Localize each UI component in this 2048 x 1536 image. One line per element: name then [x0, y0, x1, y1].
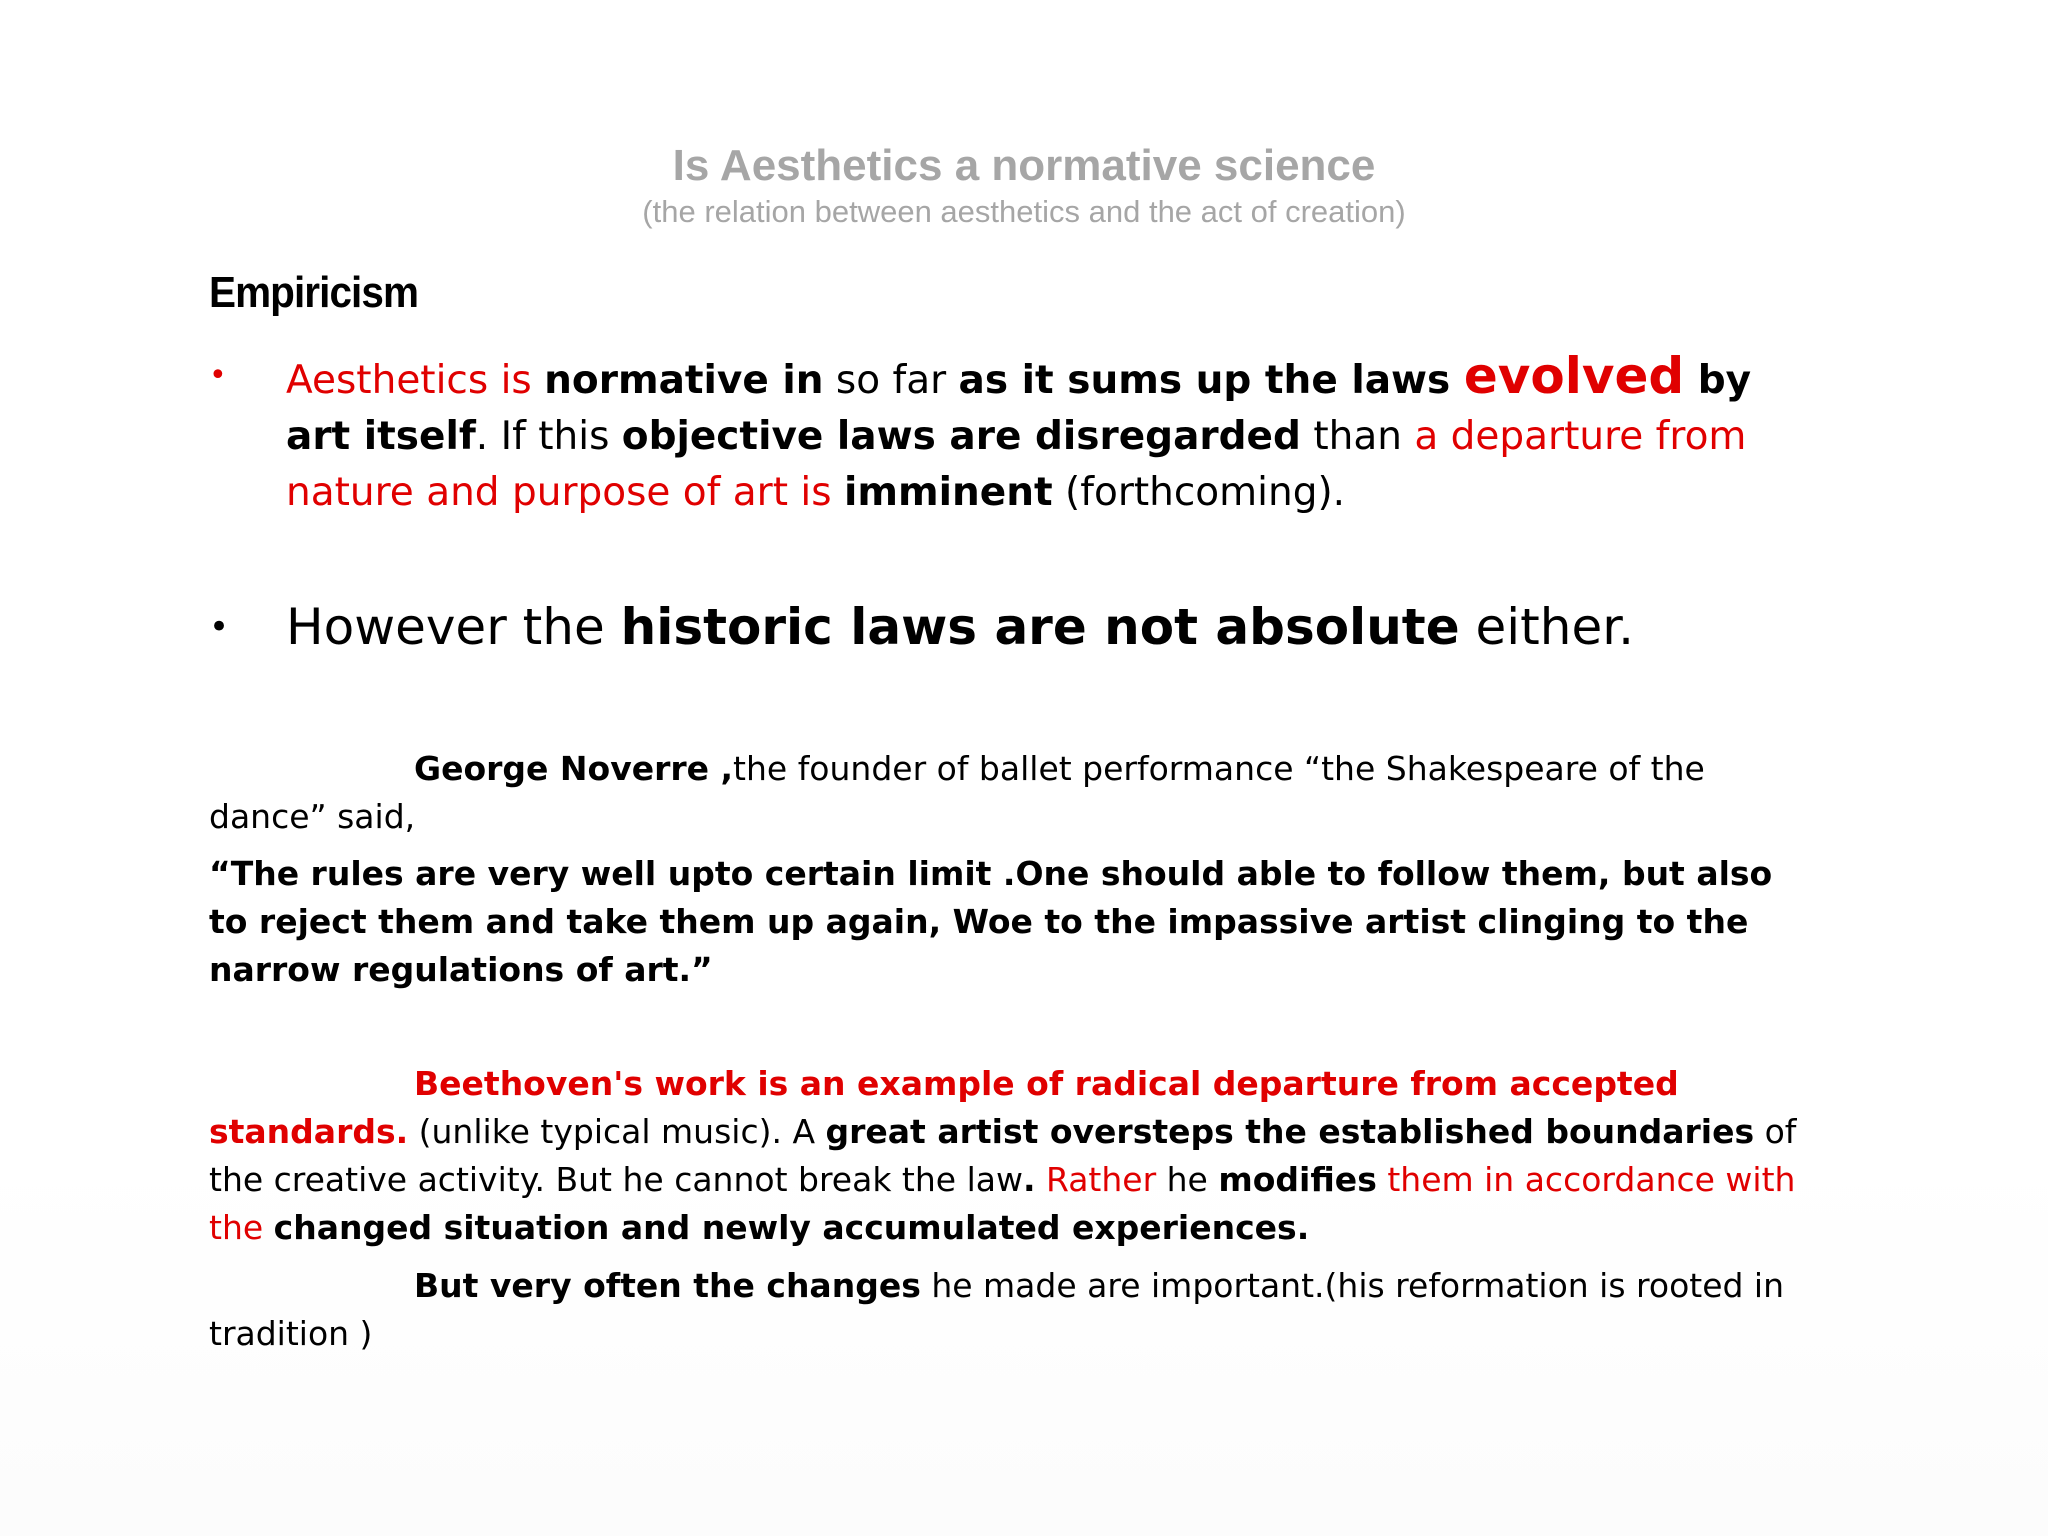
slide-subtitle: (the relation between aesthetics and the act of creation) — [642, 194, 1406, 229]
text-span — [832, 470, 844, 515]
text-span: imminent — [843, 470, 1053, 515]
text-span: historic laws are not absolute — [620, 598, 1460, 656]
text-span: Rather — [1046, 1160, 1157, 1199]
text-span — [1377, 1160, 1388, 1199]
text-span: But very often the changes — [414, 1266, 921, 1305]
text-span: modifies — [1218, 1160, 1377, 1199]
slide-title: Is Aesthetics a normative science — [672, 141, 1376, 190]
noverre-quote: “The rules are very well upto certain limit .One should able to follow them, but also to reject them and take them up again, Woe to the impassive artist clinging to the narrow regulations of art.” — [209, 854, 1773, 989]
text-span: (unlike typical music). A — [408, 1112, 826, 1151]
text-span: by art itself — [286, 358, 1752, 459]
text-span: so far — [823, 358, 959, 403]
text-span: Aesthetics is — [286, 358, 545, 403]
text-span: of the creative activity. But he cannot break the law — [209, 1112, 1797, 1199]
bullet-marker: • — [209, 358, 227, 393]
bullet-text — [286, 348, 1819, 521]
text-span: as it sums up the laws — [958, 358, 1464, 403]
text-span: he — [1156, 1160, 1219, 1199]
noverre-paragraph — [209, 745, 1809, 841]
text-span: a departure from nature and purpose of art is — [286, 414, 1747, 515]
text-span: However the — [286, 598, 621, 656]
text-span: changed situation and newly accumulated experiences. — [273, 1208, 1310, 1247]
text-span — [1036, 1160, 1047, 1199]
text-span: (forthcoming). — [1052, 470, 1346, 515]
text-span: the founder of ballet performance “the Shakespeare of the dance” said, — [209, 749, 1705, 836]
title-block — [0, 140, 2048, 232]
changes-paragraph — [209, 1262, 1809, 1358]
text-span: great artist oversteps the established boundaries — [825, 1112, 1755, 1151]
text-span: Beethoven's work is an example of radical departure from accepted standards. — [209, 1064, 1679, 1151]
text-span: objective laws are disregarded — [621, 414, 1301, 459]
text-span: than — [1300, 414, 1415, 459]
text-span: he made are important.(his reformation is rooted in tradition ) — [209, 1266, 1785, 1353]
bullet-historic-laws — [209, 595, 1819, 659]
text-span — [263, 1208, 274, 1247]
noverre-name: George Noverre , — [414, 749, 734, 788]
bullet-normative — [209, 348, 1819, 521]
bullet-marker: • — [209, 607, 230, 647]
text-span: normative in — [544, 358, 824, 403]
text-span: them in accordance with the — [209, 1160, 1796, 1247]
text-span: . — [1022, 1160, 1036, 1199]
text-span: . If this — [475, 414, 622, 459]
section-heading: Empiricism — [209, 268, 419, 317]
text-span: either. — [1459, 598, 1635, 656]
beethoven-paragraph — [209, 1060, 1809, 1252]
bullet-text — [286, 595, 1819, 659]
emphasis-evolved: evolved — [1463, 347, 1685, 405]
